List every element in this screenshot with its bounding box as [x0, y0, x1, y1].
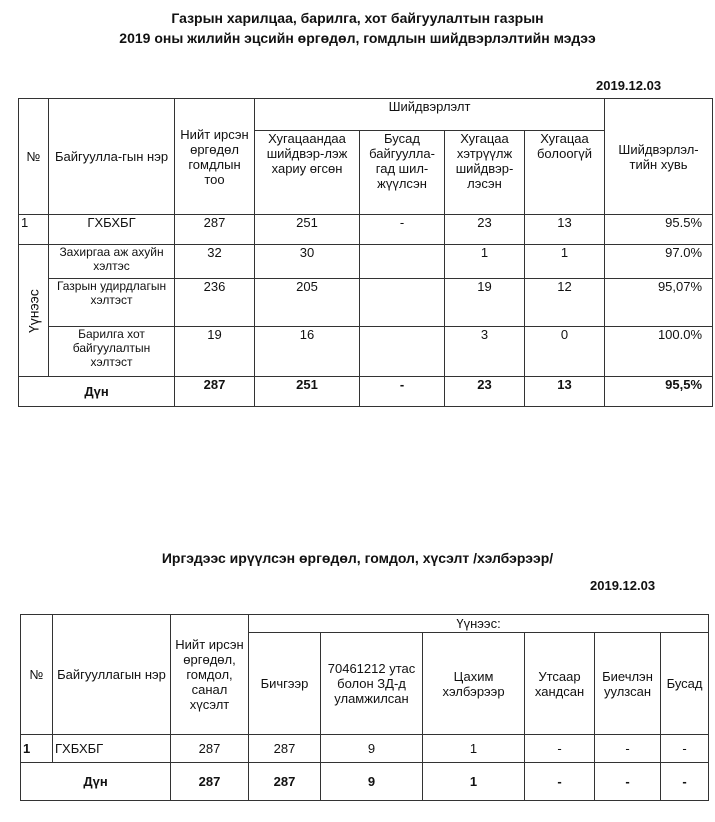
col-not-due: Хугацаа болоогүй: [525, 131, 605, 215]
cell-no: 1: [19, 215, 49, 245]
doc1-date: 2019.12.03: [596, 78, 662, 93]
cell-extended: 3: [445, 327, 525, 377]
cell-electronic: 1: [423, 735, 525, 763]
cell-other-org: -: [360, 377, 445, 407]
cell-total: 32: [175, 245, 255, 279]
col-other: Бусад: [661, 633, 709, 735]
cell-percent: 95,07%: [605, 279, 713, 327]
table-row-total: [19, 377, 713, 407]
col-of-which: Үүнээс:: [249, 615, 709, 633]
col-no: №: [19, 99, 49, 215]
cell-total: 19: [175, 327, 255, 377]
cell-not-due: 12: [525, 279, 605, 327]
decision-table: [18, 98, 713, 407]
cell-org: Газрын удирдлагын хэлтэст: [49, 279, 175, 327]
col-electronic: Цахим хэлбэрээр: [423, 633, 525, 735]
cell-other-org: [360, 245, 445, 279]
total-label: Дүн: [21, 763, 171, 801]
total-label: Дүн: [19, 377, 175, 407]
cell-org: Захиргаа аж ахуйн хэлтэс: [49, 245, 175, 279]
cell-by-phone: -: [525, 735, 595, 763]
form-table: [20, 614, 709, 801]
cell-in-person: -: [595, 763, 661, 801]
cell-extended: 23: [445, 377, 525, 407]
cell-not-due: 1: [525, 245, 605, 279]
cell-percent: 97.0%: [605, 245, 713, 279]
cell-percent: 95,5%: [605, 377, 713, 407]
table-row-main: [21, 735, 709, 763]
cell-in-person: -: [595, 735, 661, 763]
col-total: Нийт ирсэн өргөдөл, гомдол, санал хүсэлт: [171, 615, 249, 735]
cell-total: 287: [175, 215, 255, 245]
col-percent: Шийдвэрлэл-тийн хувь: [605, 99, 713, 215]
table-row: [19, 279, 713, 327]
cell-extended: 23: [445, 215, 525, 245]
cell-other-org: [360, 327, 445, 377]
cell-other: -: [661, 735, 709, 763]
cell-extended: 19: [445, 279, 525, 327]
cell-total: 287: [171, 735, 249, 763]
cell-not-due: 0: [525, 327, 605, 377]
cell-org: ГХБХБГ: [49, 215, 175, 245]
cell-percent: 95.5%: [605, 215, 713, 245]
col-in-person: Биечлэн уулзсан: [595, 633, 661, 735]
table-row-main: [19, 215, 713, 245]
col-written: Бичгээр: [249, 633, 321, 735]
col-extended: Хугацаа хэтрүүлж шийдвэр-лэсэн: [445, 131, 525, 215]
col-by-phone: Утсаар хандсан: [525, 633, 595, 735]
doc1-title-line1: Газрын харилцаа, барилга, хот байгуулалтын газрын: [171, 10, 544, 26]
cell-on-time: 16: [255, 327, 360, 377]
cell-extended: 1: [445, 245, 525, 279]
col-org: Байгуулла-гын нэр: [49, 99, 175, 215]
cell-total: 236: [175, 279, 255, 327]
cell-on-time: 205: [255, 279, 360, 327]
col-no: №: [21, 615, 53, 735]
cell-written: 287: [249, 763, 321, 801]
group-label: Үүнээс: [19, 245, 49, 377]
table-row-total: [21, 763, 709, 801]
cell-phone: 9: [321, 735, 423, 763]
cell-by-phone: -: [525, 763, 595, 801]
cell-on-time: 251: [255, 215, 360, 245]
cell-written: 287: [249, 735, 321, 763]
col-phone: 70461212 утас болон ЗД-д уламжилсан: [321, 633, 423, 735]
cell-not-due: 13: [525, 377, 605, 407]
cell-total: 287: [171, 763, 249, 801]
cell-other: -: [661, 763, 709, 801]
col-decision: Шийдвэрлэлт: [255, 99, 605, 131]
cell-org: ГХБХБГ: [53, 735, 171, 763]
cell-on-time: 251: [255, 377, 360, 407]
col-other-org: Бусад байгуулла-гад шил-жүүлсэн: [360, 131, 445, 215]
cell-percent: 100.0%: [605, 327, 713, 377]
doc2-title: Иргэдээс ирүүлсэн өргөдөл, гомдол, хүсэлт /хэлбэрээр/: [161, 550, 554, 566]
col-total: Нийт ирсэн өргөдөл гомдлын тоо: [175, 99, 255, 215]
cell-not-due: 13: [525, 215, 605, 245]
cell-total: 287: [175, 377, 255, 407]
col-on-time: Хугацаандаа шийдвэр-лэж хариу өгсөн: [255, 131, 360, 215]
table-row: [19, 245, 713, 279]
col-org: Байгууллагын нэр: [53, 615, 171, 735]
cell-electronic: 1: [423, 763, 525, 801]
table-row: [19, 327, 713, 377]
cell-phone: 9: [321, 763, 423, 801]
cell-on-time: 30: [255, 245, 360, 279]
doc2-date: 2019.12.03: [590, 578, 656, 593]
cell-org: Барилга хот байгуулалтын хэлтэст: [49, 327, 175, 377]
cell-other-org: -: [360, 215, 445, 245]
cell-other-org: [360, 279, 445, 327]
doc1-title-line2: 2019 оны жилийн эцсийн өргөдөл, гомдлын шийдвэрлэлтийн мэдээ: [119, 30, 596, 46]
cell-no: 1: [21, 735, 53, 763]
